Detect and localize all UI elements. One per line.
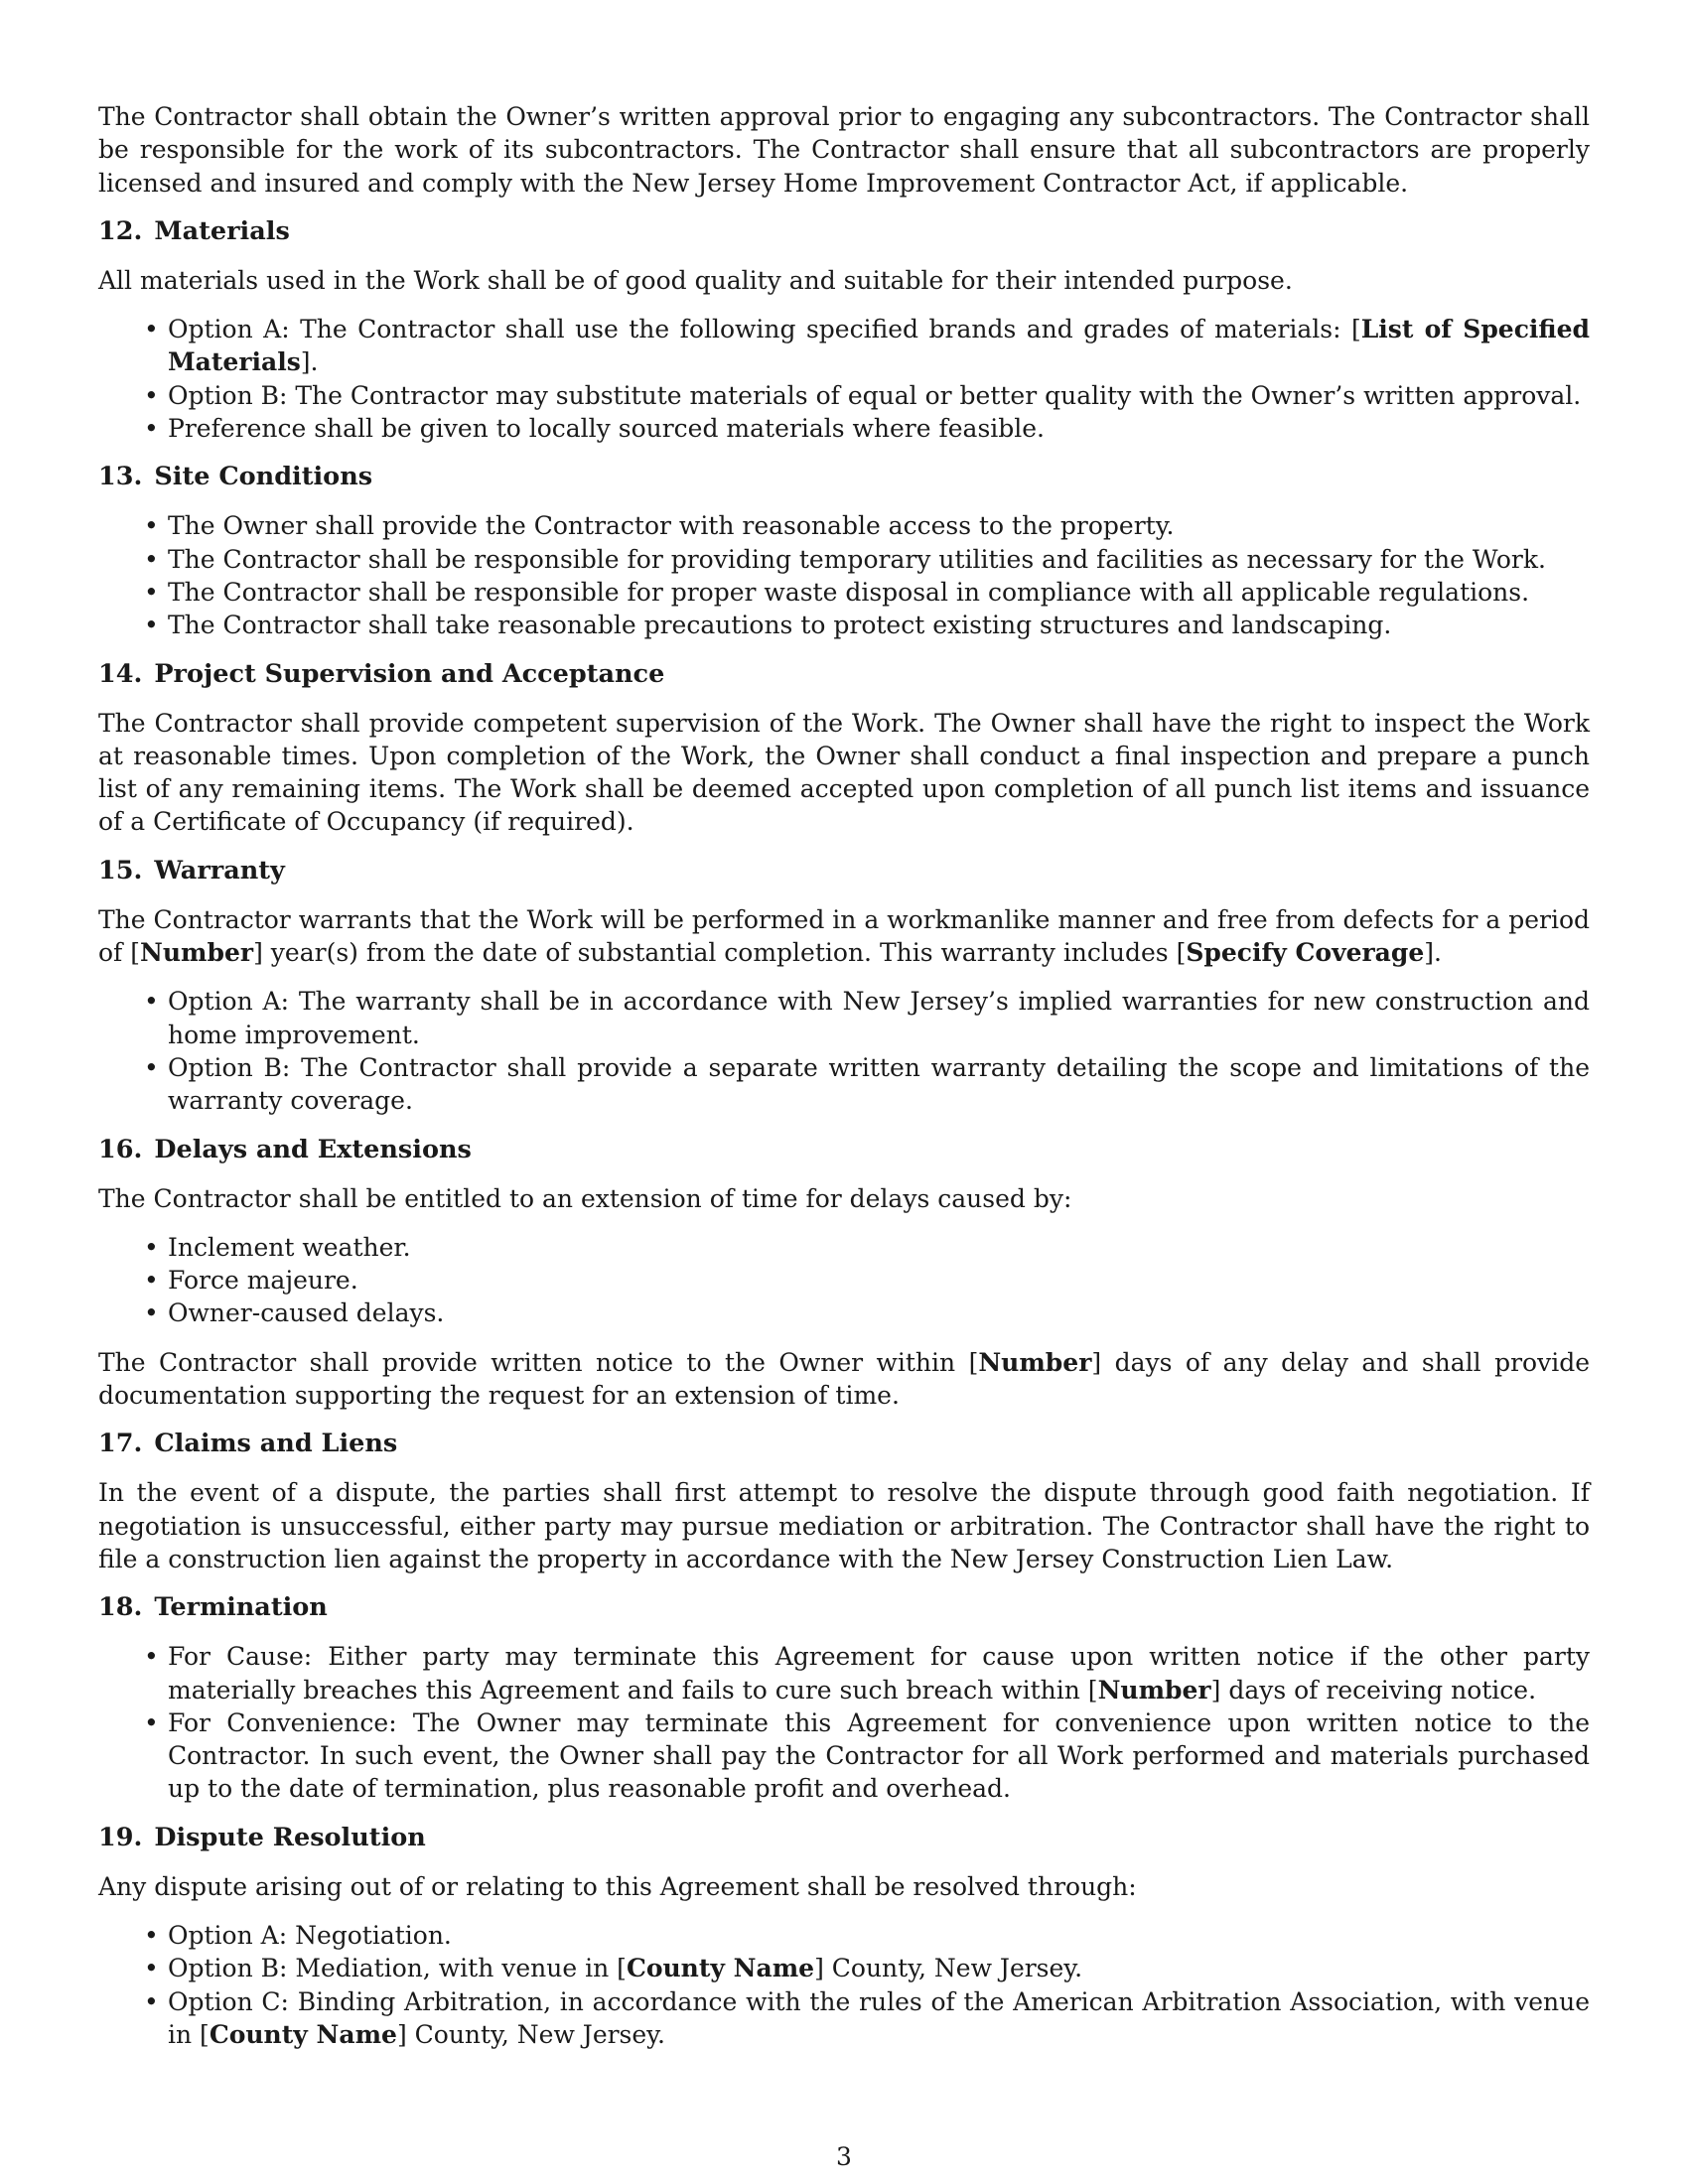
section-heading-materials — [98, 215, 1590, 248]
list-item: • The Owner shall provide the Contractor with reasonable access to the property. — [98, 509, 1590, 542]
section-title: Delays and Extensions — [154, 1134, 472, 1164]
list-item: • For Cause: Either party may terminate this Agreement for cause upon written notice if the other party materially breaches this Agreement and fails to cure such breach within [Number] days of receiving notice. — [98, 1640, 1590, 1706]
section-heading-delays — [98, 1134, 1590, 1166]
placeholder-field: Number — [978, 1347, 1092, 1377]
section-number: 15. — [98, 855, 143, 886]
placeholder-field: County Name — [209, 2019, 397, 2049]
section-title: Termination — [154, 1592, 328, 1623]
section-title: Warranty — [154, 855, 285, 886]
list-item: • Option A: Negotiation. — [98, 1919, 1590, 1952]
list-item: • Option A: The warranty shall be in accordance with New Jersey’s implied warranties for new construction and home improvement. — [98, 985, 1590, 1051]
section-number: 12. — [98, 215, 143, 246]
section-title: Dispute Resolution — [154, 1822, 426, 1852]
section-heading-termination — [98, 1591, 1590, 1624]
warranty-options-list — [98, 985, 1590, 1117]
supervision-paragraph: The Contractor shall provide competent supervision of the Work. The Owner shall have the right to inspect the Work at reasonable times. Upon completion of the Work, the Owner shall conduct a final inspection and prepare a punch list of any remaining items. The Work shall be deemed accepted upon completion of all punch list items and issuance of a Certificate of Occupancy (if required). — [98, 708, 1590, 837]
list-item: • The Contractor shall be responsible for providing temporary utilities and facilities as necessary for the Work. — [98, 543, 1590, 576]
section-title: Claims and Liens — [154, 1429, 398, 1459]
section-number: 18. — [98, 1592, 143, 1623]
page-number: 3 — [836, 2142, 852, 2171]
section-number: 13. — [98, 462, 143, 492]
section-title: Project Supervision and Acceptance — [154, 658, 665, 689]
delays-paragraph: The Contractor shall be entitled to an extension of time for delays caused by: — [98, 1183, 1072, 1213]
list-item: • The Contractor shall take reasonable precautions to protect existing structures and landscaping. — [98, 609, 1590, 641]
section-number: 19. — [98, 1822, 143, 1852]
dispute-paragraph: Any dispute arising out of or relating to this Agreement shall be resolved through: — [98, 1871, 1137, 1901]
placeholder-field: County Name — [626, 1954, 815, 1983]
list-item: • Inclement weather. — [98, 1231, 1590, 1264]
section-number: 16. — [98, 1134, 143, 1164]
list-item: • Option A: The Contractor shall use the following specified brands and grades of materials: [List of Specified Materials]. — [98, 313, 1590, 379]
section-heading-claims — [98, 1428, 1590, 1460]
list-item: • Option B: The Contractor may substitute materials of equal or better quality with the Owner’s written approval. — [98, 379, 1590, 412]
placeholder-field: Number — [140, 938, 254, 968]
section-heading-warranty — [98, 855, 1590, 887]
delay-notice-paragraph: The Contractor shall provide written notice to the Owner within [Number] days of any delay and shall provide documentation supporting the request for an extension of time. — [98, 1347, 1590, 1411]
section-heading-supervision — [98, 658, 1590, 691]
claims-paragraph: In the event of a dispute, the parties shall first attempt to resolve the dispute through good faith negotiation. If negotiation is unsuccessful, either party may pursue mediation or arbitration. The Contractor shall have the right to file a construction lien against the property in accordance with the New Jersey Construction Lien Law. — [98, 1478, 1590, 1573]
list-item: • Option C: Binding Arbitration, in accordance with the rules of the American Arbitration Association, with venue in [County Name] County, New Jersey. — [98, 1985, 1590, 2052]
placeholder-field: List of Specified Materials — [168, 315, 1590, 377]
list-item: • Force majeure. — [98, 1264, 1590, 1297]
list-item: • The Contractor shall be responsible for proper waste disposal in compliance with all applicable regulations. — [98, 576, 1590, 609]
dispute-options-list — [98, 1919, 1590, 2051]
section-title: Site Conditions — [154, 462, 373, 492]
section-heading-dispute-resolution — [98, 1822, 1590, 1854]
list-item: • Owner-caused delays. — [98, 1297, 1590, 1329]
materials-paragraph: All materials used in the Work shall be of good quality and suitable for their intended purpose. — [98, 265, 1293, 295]
list-item: • Option B: Mediation, with venue in [County Name] County, New Jersey. — [98, 1952, 1590, 1984]
section-heading-site-conditions — [98, 461, 1590, 493]
document-body — [98, 100, 1590, 2067]
placeholder-field: Specify Coverage — [1186, 938, 1425, 968]
section-number: 14. — [98, 658, 143, 689]
list-item: • Option B: The Contractor shall provide a separate written warranty detailing the scope and limitations of the warranty coverage. — [98, 1051, 1590, 1118]
materials-options-list — [98, 313, 1590, 445]
subcontractors-paragraph: The Contractor shall obtain the Owner’s written approval prior to engaging any subcontractors. The Contractor shall be responsible for the work of its subcontractors. The Contractor shall ensure that all subcontractors are properly licensed and insured and comply with the New Jersey Home Improvement Contractor Act, if applicable. — [98, 102, 1590, 198]
section-title: Materials — [154, 215, 290, 246]
warranty-paragraph: The Contractor warrants that the Work will be performed in a workmanlike manner and free from defects for a period of [Number] year(s) from the date of substantial completion. This warranty includes [Specify Coverage]. — [98, 904, 1590, 968]
delay-causes-list — [98, 1231, 1590, 1330]
termination-list — [98, 1640, 1590, 1805]
list-item: • For Convenience: The Owner may terminate this Agreement for convenience upon written notice to the Contractor. In such event, the Owner shall pay the Contractor for all Work performed and materials purchased up to the date of termination, plus reasonable profit and overhead. — [98, 1706, 1590, 1806]
list-item: • Preference shall be given to locally sourced materials where feasible. — [98, 412, 1590, 445]
section-number: 17. — [98, 1429, 143, 1459]
site-conditions-list — [98, 509, 1590, 641]
placeholder-field: Number — [1097, 1675, 1211, 1705]
